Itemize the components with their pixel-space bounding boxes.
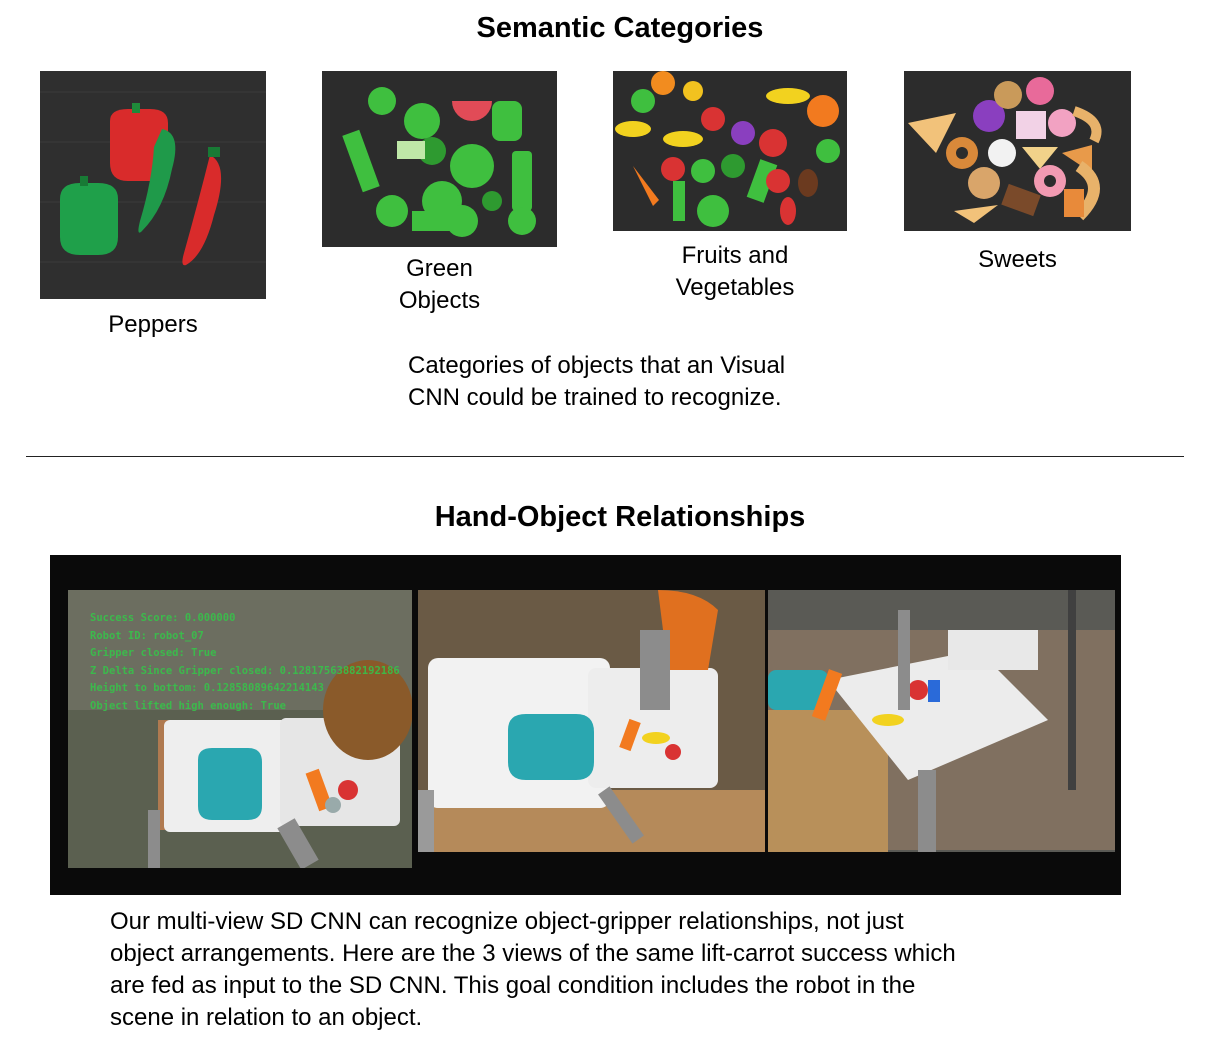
section1-caption-line1: Categories of objects that an Visual [408, 352, 786, 379]
overlay-z-delta: Z Delta Since Gripper closed: 0.12817563882192186 [90, 664, 400, 677]
overlay-robot-id: Robot ID: robot_07 [90, 629, 204, 642]
section-divider [26, 456, 1184, 457]
multi-view-panel [50, 555, 1121, 895]
status-overlay [90, 610, 400, 715]
peppers-photo [40, 71, 266, 299]
overlay-lifted: Object lifted high enough: True [90, 699, 286, 712]
overlay-success-score: Success Score: 0.000000 [90, 612, 236, 624]
label-sweets: Sweets [978, 246, 1057, 273]
section1-caption [408, 350, 785, 414]
section2-caption-line4: scene in relation to an object. [110, 1004, 423, 1031]
section1-caption-line2: CNN could be trained to recognize. [408, 384, 782, 411]
camera-view-1 [68, 590, 412, 868]
overlay-height: Height to bottom: 0.12858089642214143 [90, 682, 324, 694]
camera-view-2 [418, 590, 765, 852]
label-green-objects-line1: Green [406, 255, 473, 282]
label-fruits-line1: Fruits and [681, 242, 789, 269]
section2-caption-line3: are fed as input to the SD CNN. This goal condition includes the robot in the [110, 972, 916, 999]
section-title-semantic: Semantic Categories [476, 12, 764, 44]
label-fruits-vegetables [613, 240, 857, 304]
section2-caption [110, 906, 956, 1034]
sweets-photo [904, 71, 1131, 231]
label-peppers: Peppers [108, 311, 198, 338]
overlay-gripper-closed: Gripper closed: True [90, 647, 217, 659]
label-green-objects-line2: Objects [398, 287, 481, 314]
fruits-vegetables-photo [613, 71, 847, 231]
section2-caption-line2: object arrangements. Here are the 3 views of the same lift-carrot success which [110, 940, 956, 967]
label-green-objects [322, 253, 557, 317]
camera-view-3 [768, 590, 1115, 852]
section-title-hand-object: Hand-Object Relationships [434, 501, 806, 533]
label-fruits-line2: Vegetables [675, 274, 795, 301]
green-objects-photo [322, 71, 557, 247]
section2-caption-line1: Our multi-view SD CNN can recognize object-gripper relationships, not just [110, 908, 904, 935]
